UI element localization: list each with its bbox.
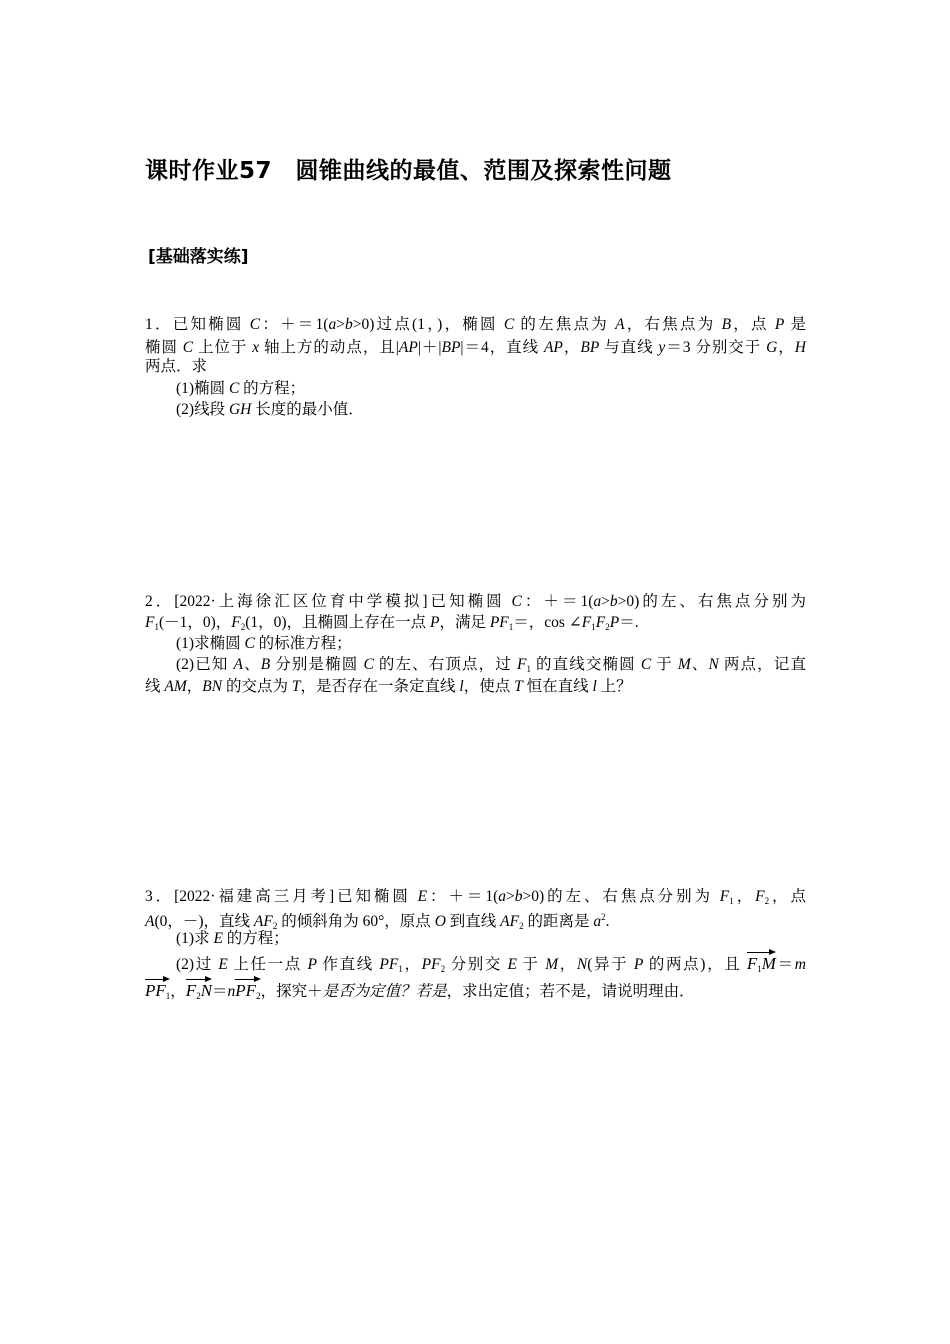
problem-2-question-2a: (2)已知 A、B 分别是椭圆 C 的左、右顶点，过 $F_1$ 的直线交椭圆 C 于 M、N 两点，记直 xyxy=(176,656,806,674)
section-heading: [基础落实练] xyxy=(148,247,249,267)
vector-f1m: $F_1M$ xyxy=(747,950,776,979)
problem-3-question-2a: (2)过 E 上任一点 P 作直线 $PF_1$，$PF_2$ 分别交 E 于 M，N(异于 P 的两点)，且 $F_1M=m$ xyxy=(176,950,806,979)
problem-1-line-2: 椭圆 C 上位于 x 轴上方的动点，且|AP|＋|BP|＝4，直线 AP，BP 与直线 y＝3 分别交于 G，H xyxy=(145,339,806,356)
page-title: 课时作业57 圆锥曲线的最值、范围及探索性问题 xyxy=(145,158,672,184)
problem-2-line-1: 2．[2022·上海徐汇区位育中学模拟]已知椭圆 C：＋＝1(a>b>0)的左、右焦点分别为 xyxy=(145,593,806,610)
problem-3-line-1: 3．[2022·福建高三月考]已知椭圆 E：＋＝1(a>b>0)的左、右焦点分别为 $F_1$，$F_2$，点 xyxy=(145,888,806,906)
problem-3-question-1: (1)求 E 的方程； xyxy=(176,930,289,947)
problem-3-question-2b: $PF_1$，$F_2N=nPF_2$，探究＋是否为定值？若是，求出定值；若不是，请说明理由． xyxy=(145,977,695,1006)
problem-1-question-1: (1)椭圆 C 的方程； xyxy=(176,380,306,397)
problem-1-line-1: 1．已知椭圆 C：＋＝1(a>b>0)过点(1，)，椭圆 C 的左焦点为 A，右焦点为 B，点 P 是 xyxy=(145,316,806,333)
vector-f2n: $F_2N$ xyxy=(186,977,212,1006)
vector-pf2: $PF_2$ xyxy=(235,977,260,1006)
problem-3-line-2: A(0，－)，直线 $AF_2$ 的倾斜角为 60°，原点 O 到直线 $AF_2$ 的距离是 $a^2$. xyxy=(145,912,610,931)
problem-2-line-2: $F_1(-1$，0)，$F_2(1$，0)，且椭圆上存在一点 P，满足 $PF_1=$，$\cos \angle F_1F_2P=$. xyxy=(145,614,639,632)
problem-1-question-2: (2)线段 GH 长度的最小值． xyxy=(176,401,364,418)
problem-2-question-1: (1)求椭圆 C 的标准方程； xyxy=(176,635,352,652)
problem-1-line-3: 两点．求 xyxy=(145,358,208,375)
vector-pf1: $PF_1$ xyxy=(145,977,170,1006)
problem-2-question-2b: 线 AM，BN 的交点为 T，是否存在一条定直线 l，使点 T 恒在直线 l 上？ xyxy=(145,678,632,695)
